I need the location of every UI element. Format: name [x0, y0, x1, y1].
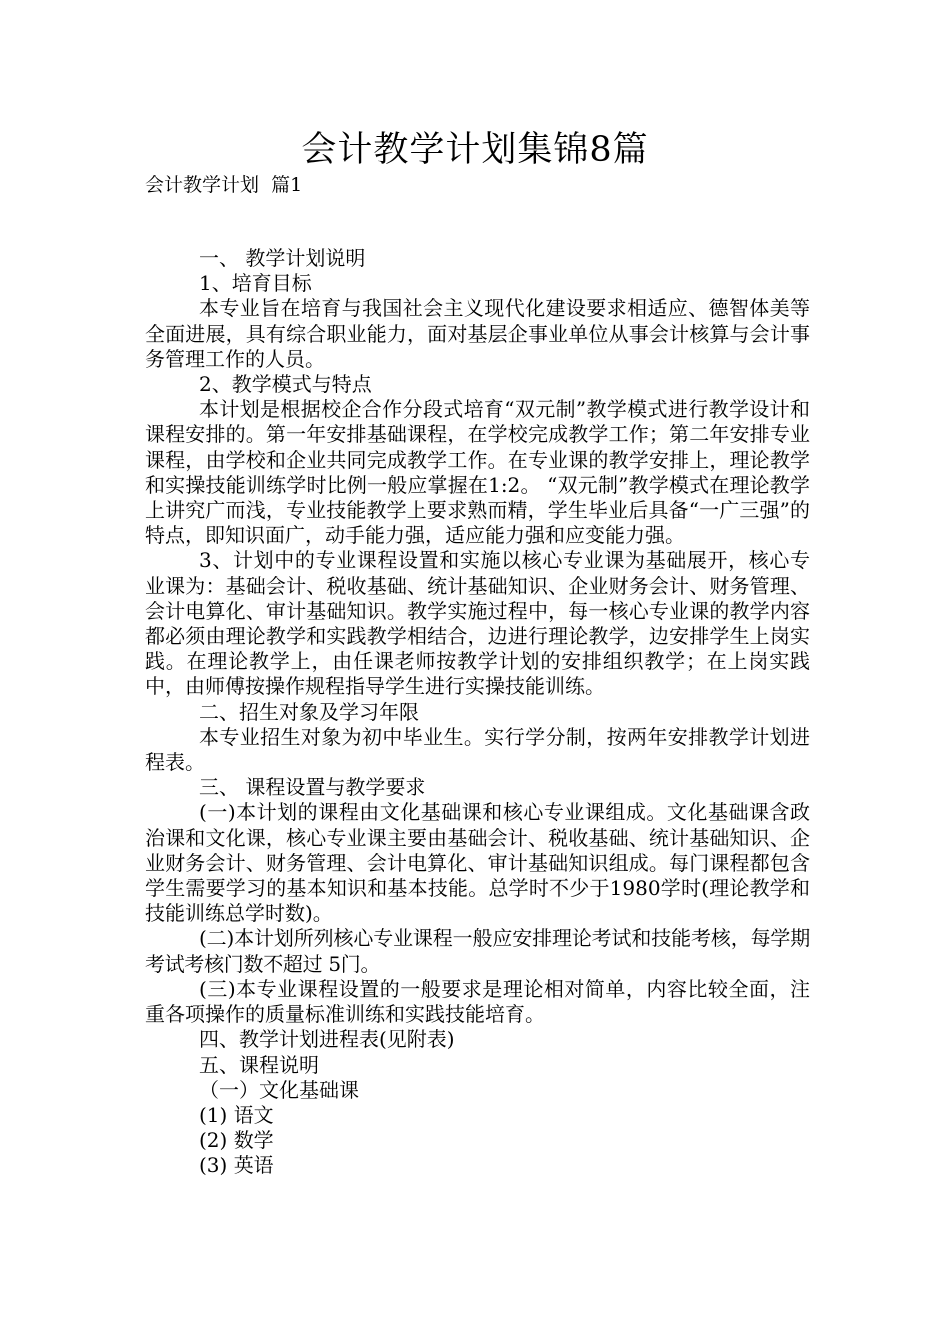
section-heading-course-notes: 五、课程说明 [199, 1052, 319, 1077]
paragraph-teaching-mode: 本计划是根据校企合作分段式培育“双元制”教学模式进行教学设计和课程安排的。第一年安排基础课程，在学校完成教学工作；第二年安排专业课程，由学校和企业共同完成教学工作。在专业课的教学安排上，理论教学和实操技能训练学时比例一般应掌握在1:2。 “双元制”教学模式在理论教学上讲究广而浅，专业技能教学上要求熟而精，学生毕业后具备“一广三强”的特点，即知识面广，动手能力强，适应能力强和应变能力强。 [145, 397, 810, 548]
paragraph-curriculum-1: (一)本计划的课程由文化基础课和核心专业课组成。文化基础课含政治课和文化课，核心专业课主要由基础会计、税收基础、统计基础知识、企业财务会计、财务管理、会计电算化、审计基础知识组成。每门课程都包含学生需要学习的基本知识和基本技能。总学时不少于1980学时(理论教学和技能训练总学时数)。 [145, 800, 810, 926]
subheading-training-goal: 1、培育目标 [199, 271, 312, 296]
subheading-culture-courses: （一）文化基础课 [199, 1077, 359, 1102]
paragraph-curriculum-2: (二)本计划所列核心专业课程一般应安排理论考试和技能考核，每学期考试考核门数不超过 5门。 [145, 926, 810, 976]
document-title: 会计教学计划集锦8篇 [301, 130, 649, 170]
document-body [145, 246, 810, 1179]
paragraph-core-courses: 3、计划中的专业课程设置和实施以核心专业课为基础展开，核心专业课为：基础会计、税收基础、统计基础知识、企业财务会计、财务管理、会计电算化、审计基础知识。教学实施过程中，每一核心专业课的教学内容都必须由理论教学和实践教学相结合，边进行理论教学，边安排学生上岗实践。在理论教学上，由任课老师按教学计划的安排组织教学；在上岗实践中，由师傅按操作规程指导学生进行实操技能训练。 [145, 548, 810, 699]
list-item-english: (3) 英语 [199, 1153, 274, 1178]
section-heading-plan-description: 一、 教学计划说明 [199, 246, 366, 270]
section-heading-curriculum: 三、 课程设置与教学要求 [199, 775, 426, 800]
paragraph-training-goal: 本专业旨在培育与我国社会主义现代化建设要求相适应、德智体美等全面进展，具有综合职业能力，面对基层企事业单位从事会计核算与会计事务管理工作的人员。 [145, 296, 810, 371]
section-heading-enrollment: 二、招生对象及学习年限 [199, 699, 419, 724]
paragraph-curriculum-3: (三)本专业课程设置的一般要求是理论相对简单，内容比较全面，注重各项操作的质量标准训练和实践技能培育。 [145, 976, 810, 1027]
paragraph-enrollment: 本专业招生对象为初中毕业生。实行学分制，按两年安排教学计划进程表。 [145, 724, 810, 775]
section-heading-schedule: 四、教学计划进程表(见附表) [199, 1027, 455, 1052]
list-item-chinese: (1) 语文 [199, 1102, 274, 1127]
document-subtitle: 会计教学计划 篇1 [145, 174, 303, 196]
list-item-math: (2) 数学 [199, 1128, 274, 1153]
subheading-teaching-mode: 2、教学模式与特点 [199, 372, 372, 397]
